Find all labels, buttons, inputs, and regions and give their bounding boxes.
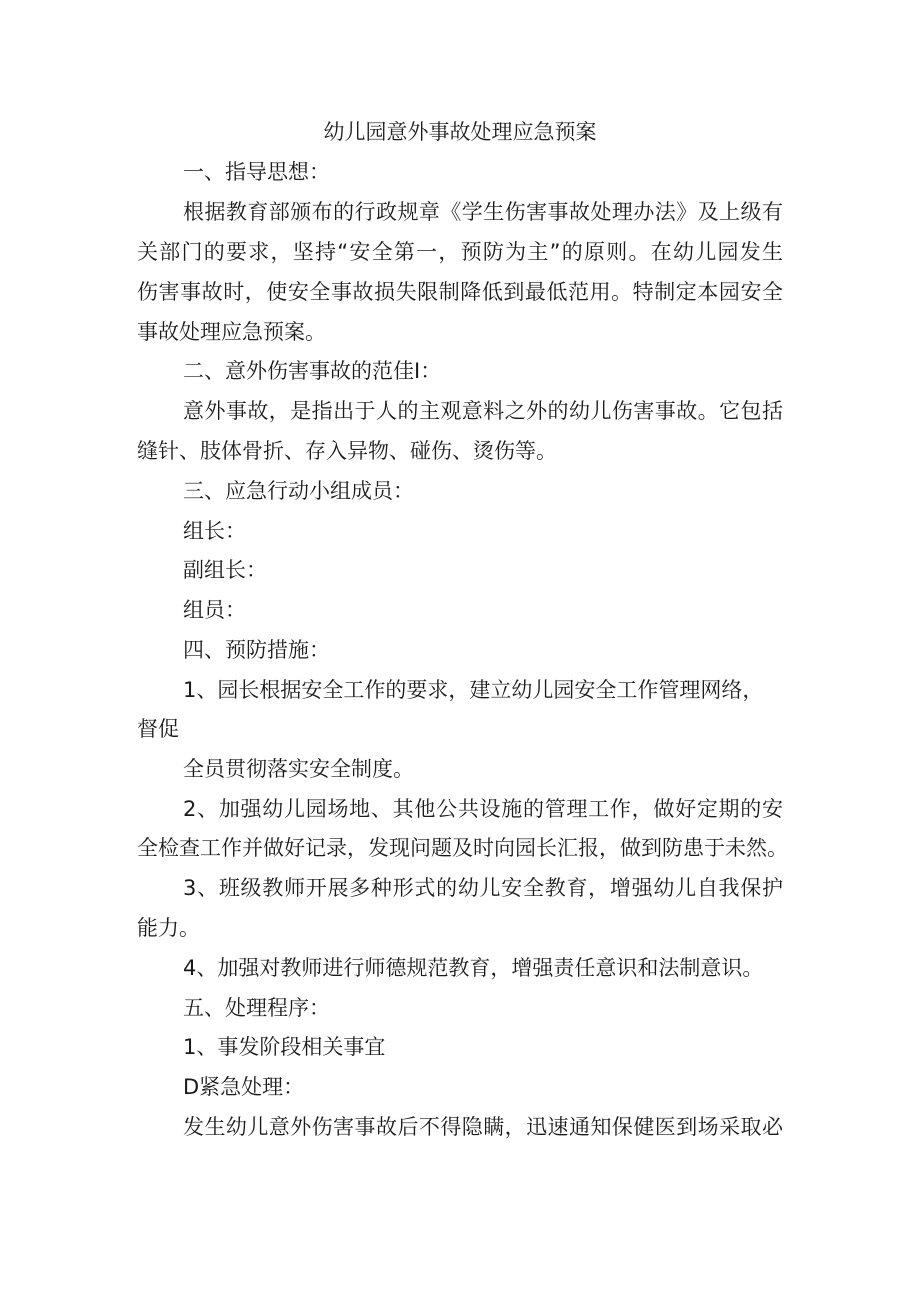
section-heading-guiding-ideology: 一、指导思想： — [183, 160, 330, 184]
section-heading-prevention: 四、预防措施： — [183, 638, 330, 662]
paragraph-line: 缝针、肢体骨折、存入异物、碰伤、烫伤等。 — [137, 439, 557, 463]
paragraph-line: 2、加强幼儿园场地、其他公共设施的管理工作，做好定期的安 — [183, 797, 783, 821]
paragraph-line: 意外事故，是指出于人的主观意料之外的幼儿伤害事故。它包括 — [183, 399, 783, 423]
paragraph-line: 事故处理应急预案。 — [137, 320, 326, 344]
section-heading-procedure: 五、处理程序： — [183, 996, 330, 1020]
paragraph-line: 根据教育部颁布的行政规章《学生伤害事故处理办法》及上级有 — [183, 200, 783, 224]
deputy-leader-label: 副组长： — [183, 558, 267, 582]
paragraph-line: 发生幼儿意外伤害事故后不得隐瞒，迅速通知保健医到场采取必 — [183, 1115, 783, 1139]
paragraph-line: 伤害事故时，使安全事故损失限制降低到最低范用。特制定本园安全 — [137, 280, 783, 304]
paragraph-line: 关部门的要求，坚持“安全第一，预防为主”的原则。在幼儿园发生 — [137, 240, 783, 264]
section-heading-scope: 二、意外伤害事故的范佳I： — [183, 359, 442, 383]
paragraph-line: 4、加强对教师进行师德规范教育，增强责任意识和法制意识。 — [183, 956, 764, 980]
paragraph-line: 督促 — [137, 717, 179, 741]
team-leader-label: 组长： — [183, 519, 246, 543]
paragraph-line: 1、园长根据安全工作的要求，建立幼儿园安全工作管理网络， — [183, 678, 764, 702]
paragraph-line: 能力。 — [137, 916, 200, 940]
subsection-heading: D紧急处理： — [183, 1075, 305, 1099]
team-members-label: 组员： — [183, 598, 246, 622]
subsection-heading: 1、事发阶段相关事宜 — [183, 1035, 386, 1059]
section-heading-team-members: 三、应急行动小组成员： — [183, 479, 414, 503]
paragraph-line: 3、班级教师开展多种形式的幼儿安全教育，增强幼儿自我保护 — [183, 876, 783, 900]
paragraph-line: 全检查工作并做好记录，发现问题及时向园长汇报，做到防患于未然。 — [137, 836, 788, 860]
paragraph-line: 全员贯彻落实安全制度。 — [183, 757, 414, 781]
document-title: 幼儿园意外事故处理应急预案 — [323, 120, 597, 144]
